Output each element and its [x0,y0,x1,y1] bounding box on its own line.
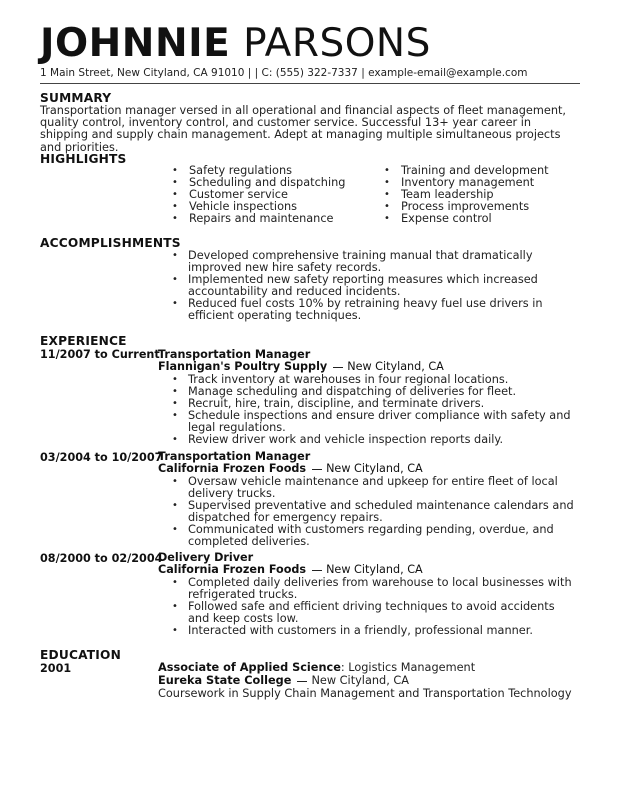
list-item: • Completed daily deliveries from warehouse to local businesses with refrigerated trucks. [172,577,577,601]
dash-separator [333,367,343,368]
last-name: PARSONS [243,21,431,66]
job-location: New Cityland, CA [326,563,423,577]
phone: C: (555) 322-7337 [261,67,358,79]
contact-separator: | | [244,67,262,79]
dash-separator [297,681,307,682]
summary-text: Transportation manager versed in all operational and financial aspects of fleet management, quality control, inventory control, and customer service. Successful 13+ year career in shipping and supply chain management. Adept at managing multiple simultaneous projects and priorities. [40,104,567,154]
company-name: California Frozen Foods [158,462,307,476]
list-item: • Repairs and maintenance [172,213,345,225]
list-item: • Inventory management [384,177,549,189]
list-item: • Review driver work and vehicle inspection reports daily. [172,434,577,446]
degree-field: : Logistics Management [340,661,476,674]
list-item: • Training and development [384,165,549,177]
contact-line [40,65,580,84]
highlights-heading: HIGHLIGHTS [40,152,127,166]
list-item: • Process improvements [384,201,549,213]
experience-heading: EXPERIENCE [40,334,127,348]
list-item: • Reduced fuel costs 10% by retraining heavy fuel use drivers in efficient operating techniques. [172,298,577,322]
list-item: • Scheduling and dispatching [172,177,345,189]
list-item: • Customer service [172,189,345,201]
job-header [158,552,423,576]
job-dates: 08/2000 to 02/2004 [40,552,163,565]
job-bullets [172,577,577,637]
company-name: California Frozen Foods [158,563,307,577]
job-header [158,349,444,373]
list-item: • Team leadership [384,189,549,201]
coursework: Coursework in Supply Chain Management and Transportation Technology [158,687,572,700]
company-name: Flannigan's Poultry Supply [158,360,328,374]
education-heading: EDUCATION [40,648,121,662]
job-bullets [172,374,577,447]
list-item: • Manage scheduling and dispatching of deliveries for fleet. [172,386,577,398]
dash-separator [312,570,322,571]
list-item: • Safety regulations [172,165,345,177]
job-title: Transportation Manager [158,348,311,361]
job-location: New Cityland, CA [347,360,444,374]
highlights-left-list [172,165,345,225]
job-dates: 11/2007 to Current [40,348,160,361]
summary-heading: SUMMARY [40,91,112,105]
accomplishments-heading: ACCOMPLISHMENTS [40,236,181,250]
list-item: • Expense control [384,213,549,225]
list-item: • Schedule inspections and ensure driver compliance with safety and legal regulations. [172,410,577,434]
list-item: • Interacted with customers in a friendly, professional manner. [172,625,577,637]
list-item: • Supervised preventative and scheduled maintenance calendars and dispatched for emergency repairs. [172,500,577,524]
job-title: Transportation Manager [158,450,311,463]
accomplishments-list [172,250,577,323]
address: 1 Main Street, New Cityland, CA 91010 [40,67,245,79]
school-location: New Cityland, CA [311,674,409,687]
job-bullets [172,476,577,549]
list-item: • Followed safe and efficient driving techniques to avoid accidents and keep costs low. [172,601,577,625]
job-title: Delivery Driver [158,551,254,564]
candidate-name [40,22,431,66]
list-item: • Vehicle inspections [172,201,345,213]
list-item: • Recruit, hire, train, discipline, and terminate drivers. [172,398,577,410]
school-name: Eureka State College [158,674,292,687]
list-item: • Implemented new safety reporting measures which increased accountability and reduced incidents. [172,274,577,298]
degree: Associate of Applied Science [158,661,341,674]
list-item: • Oversaw vehicle maintenance and upkeep for entire fleet of local delivery trucks. [172,476,577,500]
job-dates: 03/2004 to 10/2007 [40,451,163,464]
education-school-line [158,675,409,687]
list-item: • Track inventory at warehouses in four regional locations. [172,374,577,386]
job-location: New Cityland, CA [326,462,423,476]
list-item: • Communicated with customers regarding pending, overdue, and completed deliveries. [172,524,577,548]
dash-separator [312,469,322,470]
list-item: • Developed comprehensive training manual that dramatically improved new hire safety records. [172,250,577,274]
email: example-email@example.com [368,67,528,79]
education-degree-line [158,662,475,674]
education-year: 2001 [40,662,72,675]
highlights-right-list [384,165,549,225]
job-header [158,451,423,475]
contact-separator-2: | [357,67,369,79]
first-name: JOHNNIE [40,21,231,66]
